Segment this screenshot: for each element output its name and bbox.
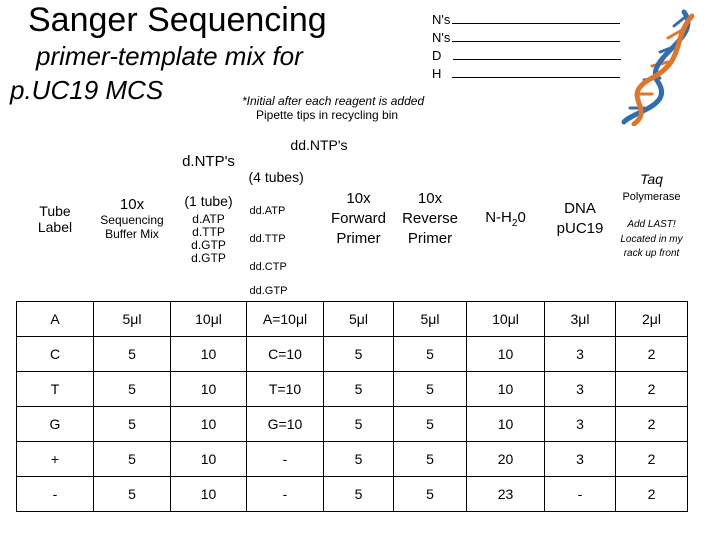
water-cell: 10 (467, 336, 545, 371)
buffer-cell: 5μl (94, 301, 171, 336)
signoff-label: H (432, 66, 442, 81)
buffer-header (94, 137, 171, 301)
reagent-table (16, 137, 688, 512)
taq-header-line4: Located in my (620, 234, 683, 245)
forward-primer-cell: 5 (324, 476, 394, 511)
taq-header (616, 137, 688, 301)
ddntp-item: dd.GTP (249, 285, 288, 297)
dna-cell: 3 (545, 406, 616, 441)
signoff-line (432, 30, 620, 46)
water-cell: 10 (467, 371, 545, 406)
tube-label-cell: A (17, 301, 94, 336)
page-subtitle-line1: primer-template mix for (36, 41, 303, 71)
ddntp-item: dd.ATP (249, 205, 286, 217)
tube-label-cell: T (17, 371, 94, 406)
buffer-cell: 5 (94, 336, 171, 371)
forward-primer-header (324, 137, 394, 301)
reverse-primer-header-line2: Reverse (402, 209, 458, 227)
ddntp-top-label: dd.NTP's (290, 137, 348, 153)
reverse-primer-cell: 5 (394, 406, 467, 441)
signoff-label: D (432, 48, 442, 63)
tube-label-cell: G (17, 406, 94, 441)
dntp-header-count: (1 tube) (184, 193, 233, 209)
ddntp-header (247, 137, 348, 301)
buffer-header-line2: Sequencing (100, 213, 164, 228)
dna-header (545, 137, 616, 301)
table-row (17, 371, 688, 406)
forward-primer-cell: 5 (324, 336, 394, 371)
reverse-primer-cell: 5 (394, 336, 467, 371)
forward-primer-cell: 5μl (324, 301, 394, 336)
taq-cell: 2 (616, 371, 688, 406)
dna-cell: 3 (545, 371, 616, 406)
taq-header-line2: Polymerase (622, 191, 681, 203)
signoff-label: N's (432, 30, 451, 45)
dntp-header (171, 137, 247, 301)
table-row (17, 336, 688, 371)
dntp-cell: 10 (171, 406, 247, 441)
table-row (17, 301, 688, 336)
dna-cell: 3μl (545, 301, 616, 336)
reagent-table-body (17, 301, 688, 511)
table-row (17, 441, 688, 476)
taq-header-line3: Add LAST! (627, 219, 676, 230)
reverse-primer-header-line1: 10x (417, 189, 443, 207)
ddntp-cell: A=10μl (247, 301, 324, 336)
water-cell: 20 (467, 441, 545, 476)
dntp-item: d.GTP (191, 251, 226, 265)
ddntp-header-count: (4 tubes) (248, 169, 304, 185)
initial-note: *Initial after each reagent is added (242, 94, 425, 108)
ddntp-cell: G=10 (247, 406, 324, 441)
water-suffix: 0 (517, 208, 526, 226)
signoff-line (432, 48, 621, 64)
dntp-cell: 10 (171, 336, 247, 371)
page-subtitle-line2: p.UC19 MCS (10, 75, 164, 105)
dntp-cell: 10μl (171, 301, 247, 336)
dna-header-line2: pUC19 (556, 219, 604, 237)
dntp-header-title: d.NTP's (182, 153, 235, 170)
taq-header-line5: rack up front (623, 248, 680, 259)
tube-label-cell: - (17, 476, 94, 511)
taq-cell: 2 (616, 336, 688, 371)
water-cell: 10 (467, 406, 545, 441)
dntp-cell: 10 (171, 441, 247, 476)
ddntp-cell: - (247, 476, 324, 511)
buffer-cell: 5 (94, 406, 171, 441)
reverse-primer-cell: 5μl (394, 301, 467, 336)
dntp-item: d.TTP (192, 225, 225, 239)
water-cell: 10μl (467, 301, 545, 336)
forward-primer-cell: 5 (324, 406, 394, 441)
header-row (17, 137, 688, 301)
forward-primer-header-line3: Primer (336, 229, 381, 247)
tube-label-cell: C (17, 336, 94, 371)
forward-primer-header-line1: 10x (346, 189, 371, 207)
taq-cell: 2 (616, 406, 688, 441)
reverse-primer-cell: 5 (394, 371, 467, 406)
buffer-header-line1: 10x (119, 196, 145, 214)
water-header (467, 137, 545, 301)
ddntp-cell: C=10 (247, 336, 324, 371)
tube-label-header-line2: Label (37, 218, 73, 235)
dna-helix-icon (612, 8, 712, 126)
water-cell: 23 (467, 476, 545, 511)
table-row (17, 476, 688, 511)
signoff-label: N's (432, 12, 451, 27)
taq-header-line1: Taq (640, 171, 663, 187)
taq-cell: 2 (616, 441, 688, 476)
taq-cell: 2 (616, 476, 688, 511)
dna-cell: 3 (545, 441, 616, 476)
signoff-line (432, 12, 620, 28)
forward-primer-header-line2: Forward (330, 209, 386, 227)
signoff-line (432, 66, 620, 82)
dntp-cell: 10 (171, 476, 247, 511)
dntp-item: d.ATP (192, 212, 225, 226)
buffer-cell: 5 (94, 371, 171, 406)
dntp-cell: 10 (171, 371, 247, 406)
forward-primer-cell: 5 (324, 371, 394, 406)
forward-primer-cell: 5 (324, 441, 394, 476)
reverse-primer-header-line3: Primer (407, 229, 453, 247)
table-row (17, 406, 688, 441)
dntp-item: d.GTP (191, 238, 226, 252)
dna-cell: 3 (545, 336, 616, 371)
water-prefix: N-H (485, 208, 512, 226)
reverse-primer-cell: 5 (394, 476, 467, 511)
ddntp-cell: T=10 (247, 371, 324, 406)
taq-cell: 2μl (616, 301, 688, 336)
reverse-primer-header (394, 137, 467, 301)
dna-cell: - (545, 476, 616, 511)
page-title: Sanger Sequencing (28, 1, 327, 39)
tube-label-header-line1: Tube (39, 202, 71, 219)
tube-label-header (17, 137, 94, 301)
dna-header-line1: DNA (564, 199, 596, 217)
ddntp-item: dd.TTP (249, 233, 286, 245)
ddntp-item: dd.CTP (249, 261, 287, 273)
water-subscript: 2 (511, 217, 518, 229)
buffer-cell: 5 (94, 476, 171, 511)
buffer-header-line3: Buffer Mix (105, 227, 159, 242)
dntp-items (171, 213, 247, 265)
tube-label-cell: + (17, 441, 94, 476)
recycling-note: Pipette tips in recycling bin (256, 108, 399, 122)
buffer-cell: 5 (94, 441, 171, 476)
ddntp-cell: - (247, 441, 324, 476)
reverse-primer-cell: 5 (394, 441, 467, 476)
